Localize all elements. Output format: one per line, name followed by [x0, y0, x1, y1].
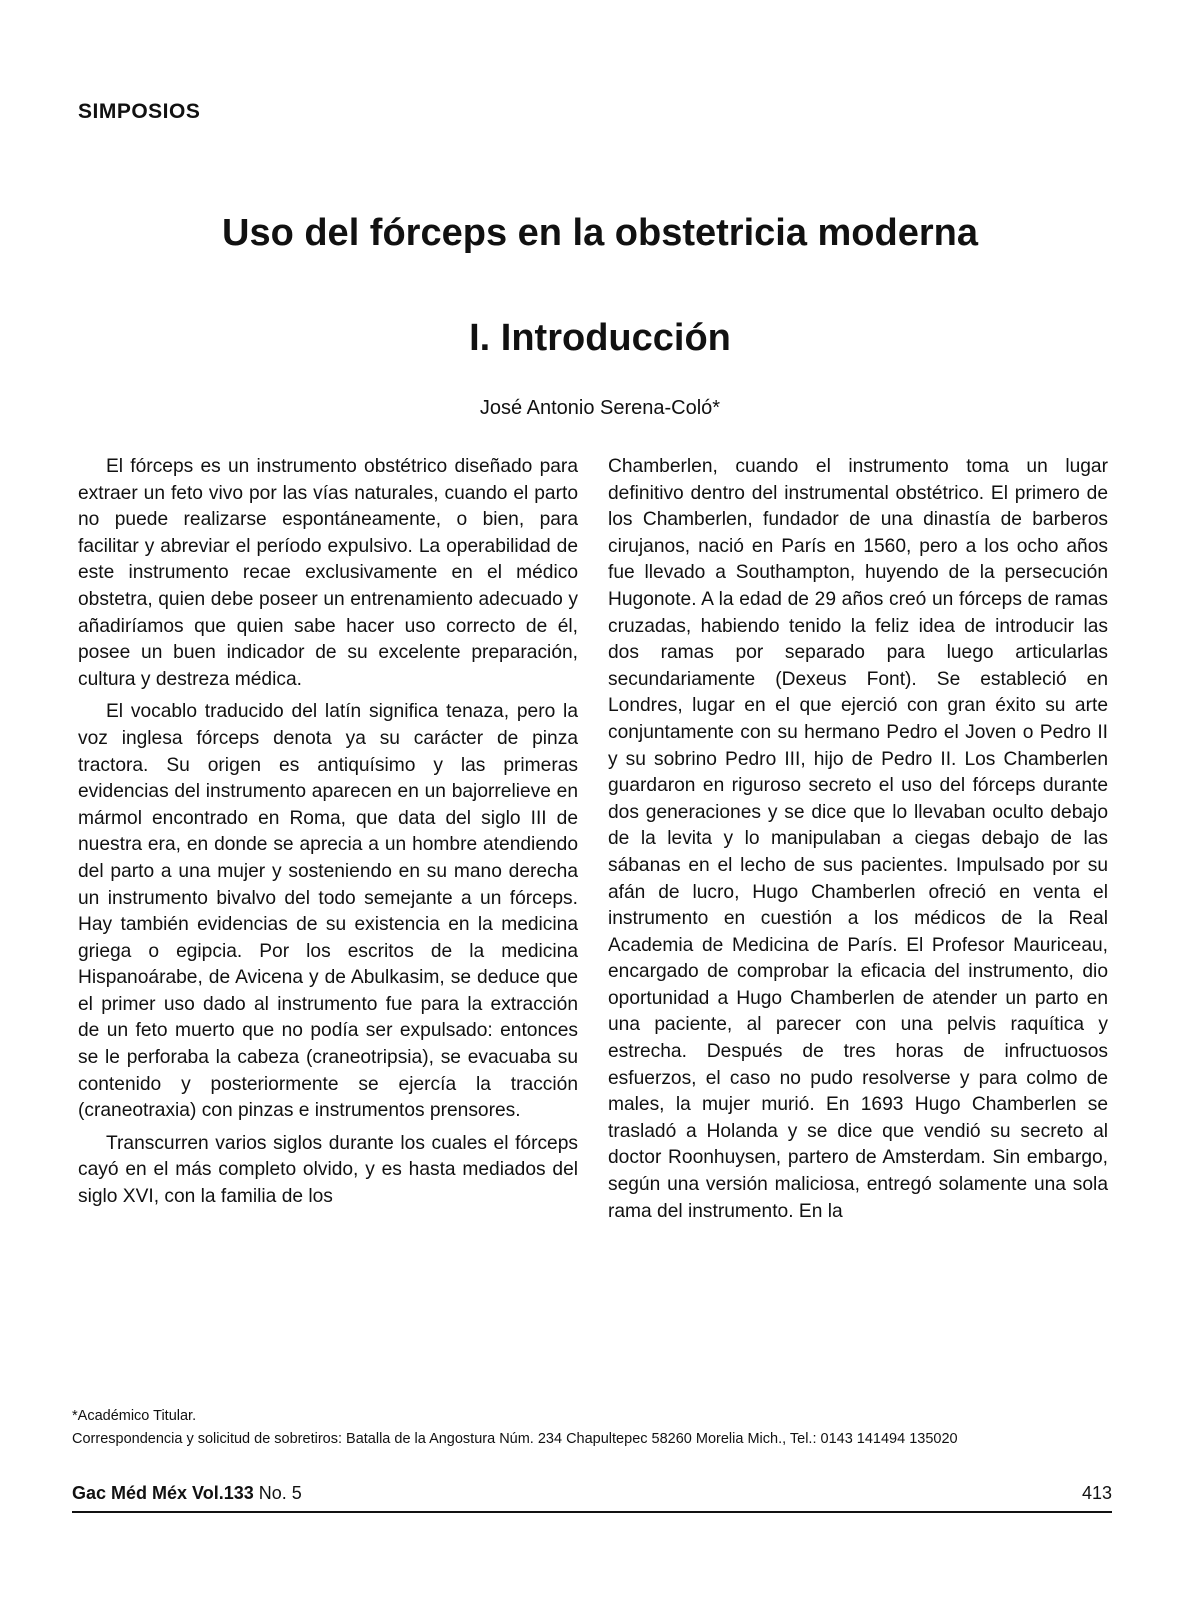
- journal-volume: Gac Méd Méx Vol.133: [72, 1483, 254, 1503]
- paragraph: Transcurren varios siglos durante los cuales el fórceps cayó en el más completo olvido, y es hasta mediados del siglo XVI, con la familia de los: [78, 1132, 578, 1208]
- article-title: Uso del fórceps en la obstetricia moderna: [222, 212, 978, 254]
- section-label: SIMPOSIOS: [78, 100, 201, 123]
- page-number: 413: [1081, 1483, 1112, 1503]
- footnotes: [72, 1405, 1122, 1451]
- body-column-right: [608, 454, 1108, 1225]
- footer-divider: [72, 1511, 1112, 1513]
- footnote-correspondence: Correspondencia y solicitud de sobretiros: Batalla de la Angostura Núm. 234 Chapultepec 58260 Morelia Mich., Tel.: 0143 141494 135020: [72, 1431, 958, 1447]
- body-column-left: [78, 454, 578, 1211]
- paragraph: El vocablo traducido del latín significa tenaza, pero la voz inglesa fórceps denota ya su carácter de pinza tractora. Su origen es antiquísimo y las primeras evidencias del instrumento aparecen en un bajorrelieve en mármol encontrado en Roma, que data del siglo III de nuestra era, en donde se aprecia a un hombre atendiendo del parto a una mujer y sosteniendo en su mano derecha un instrumento bivalvo del todo semejante a un fórceps. Hay también evidencias de su existencia en la medicina griega o egipcia. Por los escritos de la medicina Hispanoárabe, de Avicena y de Abulkasim, se deduce que el primer uso dado al instrumento fue para la extracción de un feto muerto que no podía ser expulsado: entonces se le perforaba la cabeza (craneotripsia), se evacuaba su contenido y posteriormente se ejercía la tracción (craneotraxia) con pinzas e instrumentos prensores.: [78, 701, 578, 1122]
- journal-citation: [72, 1483, 302, 1504]
- paragraph: Chamberlen, cuando el instrumento toma un lugar definitivo dentro del instrumental obstétrico. El primero de los Chamberlen, fundador de una dinastía de barberos cirujanos, nació en París en 1560, pero a los ocho años fue llevado a Southampton, huyendo de la persecución Hugonote. A la edad de 29 años creó un fórceps de ramas cruzadas, habiendo tenido la feliz idea de introducir las dos ramas por separado para luego articularlas secundariamente (Dexeus Font). Se estableció en Londres, lugar en el que ejerció con gran éxito su arte conjuntamente con su hermano Pedro el Joven o Pedro II y su sobrino Pedro III, hijo de Pedro II. Los Chamberlen guardaron en riguroso secreto el uso del fórceps durante dos generaciones y se dice que lo llevaban oculto debajo de la levita y lo manipulaban a ciegas debajo de las sábanas en el lecho de sus pacientes. Impulsado por su afán de lucro, Hugo Chamberlen ofreció en venta el instrumento en cuestión a los médicos de la Real Academia de Medicina de París. El Profesor Mauriceau, encargado de comprobar la eficacia del instrumento, dio oportunidad a Hugo Chamberlen de atender un parto en una paciente, al parecer con una pelvis raquítica y estrecha. Después de tres horas de infructuosos esfuerzos, el caso no pudo resolverse y para colmo de males, la mujer murió. En 1693 Hugo Chamberlen se trasladó a Holanda y se dice que vendió su secreto al doctor Roonhuysen, partero de Amsterdam. Sin embargo, según una versión maliciosa, entregó solamente una sola rama del instrumento. En la: [608, 456, 1108, 1222]
- article-subtitle: I. Introducción: [469, 317, 731, 359]
- journal-issue: No. 5: [258, 1483, 302, 1503]
- footnote-affiliation: *Académico Titular.: [72, 1408, 197, 1424]
- paragraph: El fórceps es un instrumento obstétrico diseñado para extraer un feto vivo por las vías naturales, cuando el parto no puede realizarse espontáneamente, o bien, para facilitar y abreviar el período expulsivo. La operabilidad de este instrumento recae exclusivamente en el médico obstetra, quien debe poseer un entrenamiento adecuado y añadiríamos que quien sabe hacer uso correcto de él, posee un buen indicador de su excelente preparación, cultura y destreza médica.: [78, 456, 578, 690]
- author-line: José Antonio Serena-Coló*: [479, 397, 721, 419]
